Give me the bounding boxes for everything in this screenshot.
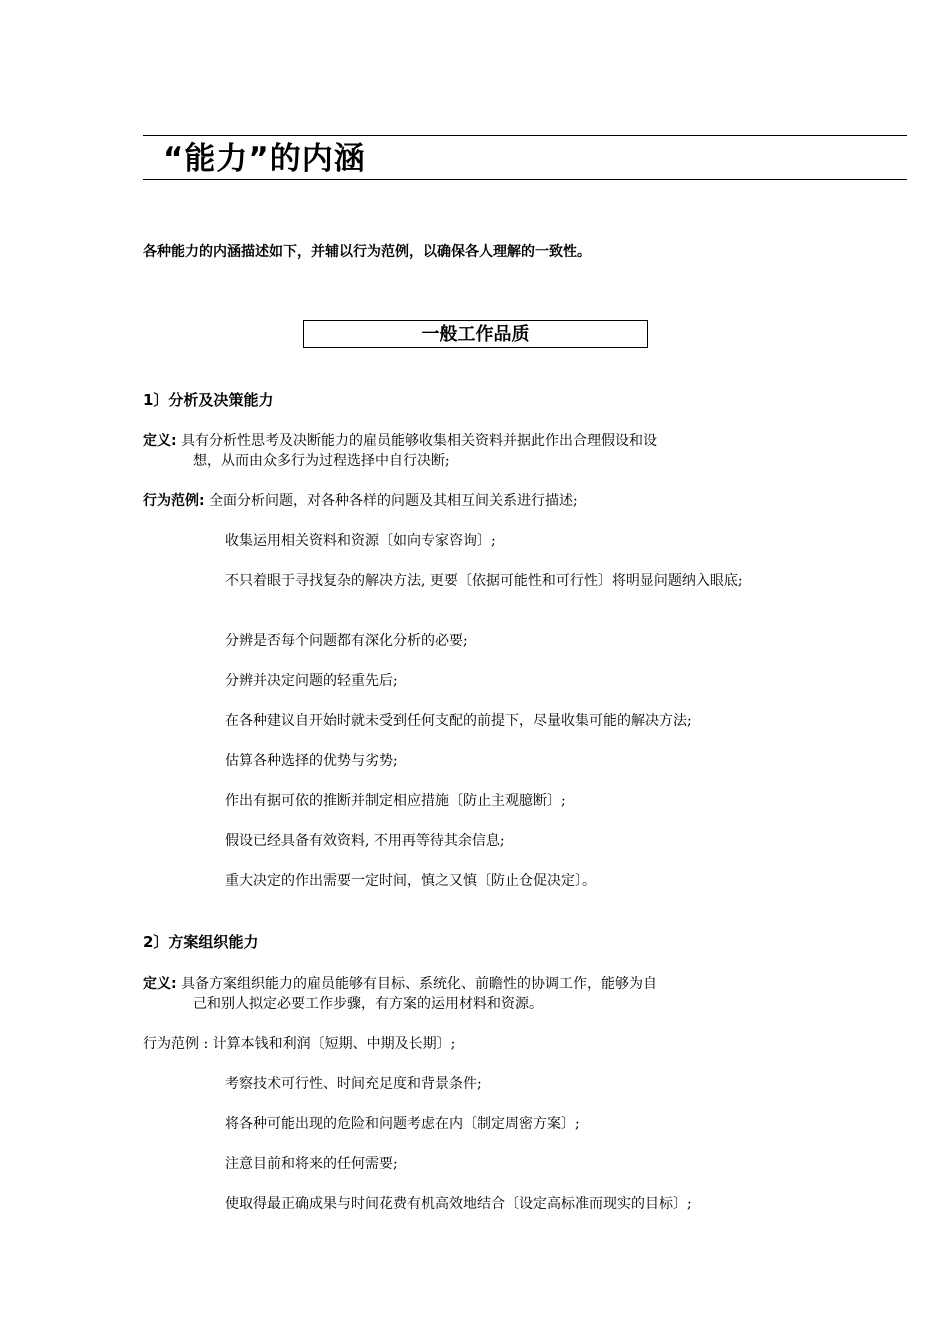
item-2-example-2: 考察技术可行性、时间充足度和背景条件; bbox=[225, 1076, 482, 1092]
item-2-example-3: 将各种可能出现的危险和问题考虑在内〔制定周密方案〕; bbox=[225, 1116, 580, 1132]
item-1-example-1: 全面分析问题，对各种各样的问题及其相互间关系进行描述; bbox=[209, 493, 578, 509]
item-1-example-5: 分辨并决定问题的轻重先后; bbox=[225, 673, 398, 689]
item-2-definition-line2: 己和别人拟定必要工作步骤，有方案的运用材料和资源。 bbox=[193, 996, 543, 1012]
item-2-example-4: 注意目前和将来的任何需要; bbox=[225, 1156, 398, 1172]
item-1-example-8: 作出有据可依的推断并制定相应措施〔防止主观臆断〕; bbox=[225, 793, 566, 809]
item-2-definition-label: 定义: bbox=[143, 976, 177, 992]
item-1-definition-line2: 想，从而由众多行为过程选择中自行决断; bbox=[193, 453, 450, 469]
item-2-definition bbox=[143, 974, 823, 1014]
item-1-example-6: 在各种建议自开始时就未受到任何支配的前提下，尽量收集可能的解决方法; bbox=[225, 713, 692, 729]
item-2-example-row-first bbox=[143, 1034, 455, 1054]
title-bottom-rule bbox=[143, 179, 907, 180]
item-1-example-7: 估算各种选择的优势与劣势; bbox=[225, 753, 398, 769]
title-top-rule bbox=[143, 135, 907, 136]
item-1-example-10: 重大决定的作出需要一定时间，慎之又慎〔防止仓促决定〕。 bbox=[225, 873, 596, 889]
item-1-examples-label: 行为范例: bbox=[143, 493, 205, 509]
item-2-heading: 2〕方案组织能力 bbox=[143, 933, 259, 951]
item-1-definition bbox=[143, 431, 823, 471]
item-1-definition-label: 定义: bbox=[143, 433, 177, 449]
item-1-definition-line1: 具有分析性思考及决断能力的雇员能够收集相关资料并据此作出合理假设和设 bbox=[181, 433, 658, 449]
item-2-definition-line1: 具备方案组织能力的雇员能够有目标、系统化、前瞻性的协调工作，能够为自 bbox=[181, 976, 658, 992]
item-1-example-row-first bbox=[143, 491, 578, 511]
item-1-example-2: 收集运用相关资料和资源〔如向专家咨询〕; bbox=[225, 533, 496, 549]
section-title-box: 一般工作品质 bbox=[303, 320, 648, 348]
item-2-examples-label: 行为范例 : bbox=[143, 1036, 209, 1052]
item-2-example-5: 使取得最正确成果与时间花费有机高效地结合〔设定高标准而现实的目标〕; bbox=[225, 1196, 692, 1212]
page-title: “能力”的内涵 bbox=[163, 141, 366, 177]
item-1-example-4: 分辨是否每个问题都有深化分析的必要; bbox=[225, 633, 468, 649]
item-2-example-1: 计算本钱和利润〔短期、中期及长期〕; bbox=[212, 1036, 456, 1052]
item-1-example-9: 假设已经具备有效资料, 不用再等待其余信息; bbox=[225, 833, 505, 849]
item-1-heading: 1〕分析及决策能力 bbox=[143, 391, 274, 409]
item-1-example-3: 不只着眼于寻找复杂的解决方法, 更要〔依据可能性和可行性〕将明显问题纳入眼底; bbox=[225, 573, 743, 589]
intro-paragraph: 各种能力的内涵描述如下，并辅以行为范例，以确保各人理解的一致性。 bbox=[143, 244, 591, 260]
